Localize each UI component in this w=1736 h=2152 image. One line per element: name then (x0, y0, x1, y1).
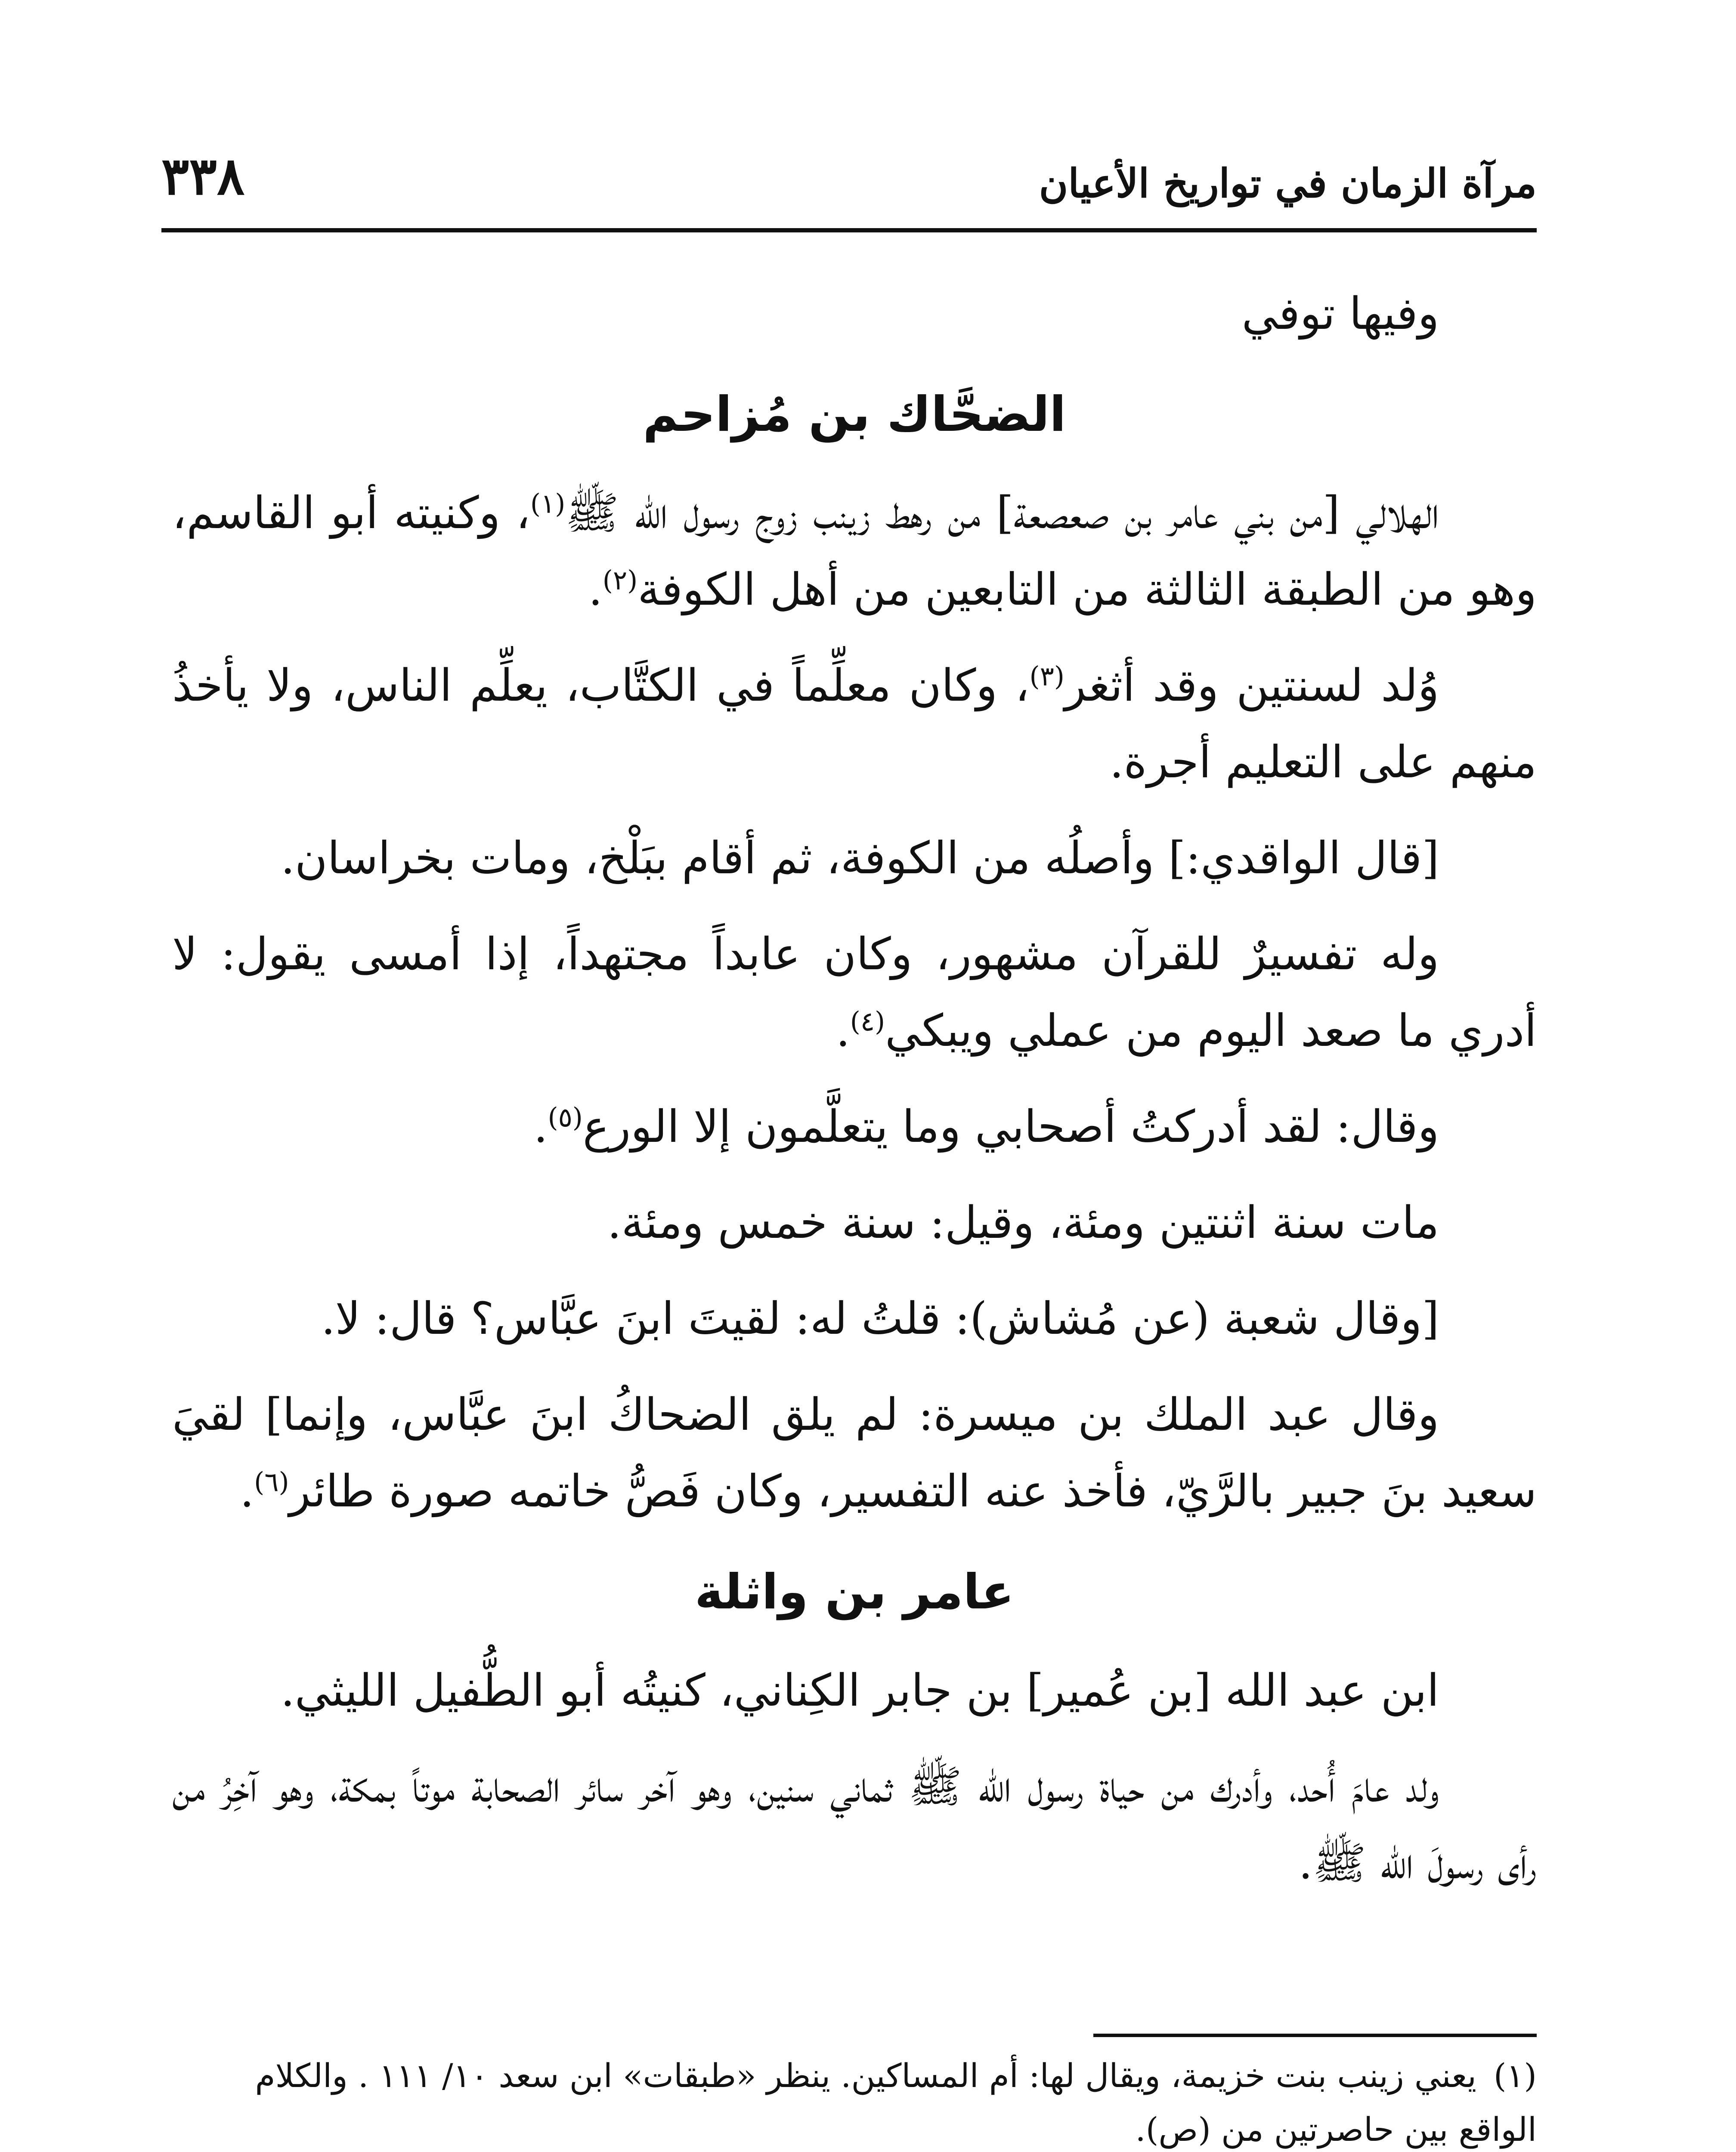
footnote-number: (١) (1493, 2056, 1537, 2095)
section-heading-amir: عامر بن واثلة (694, 1564, 1015, 1620)
paragraph (172, 916, 1537, 1069)
paragraph (172, 647, 1537, 801)
footnote-ref[interactable]: (١) (530, 488, 566, 519)
paragraph-text: . (533, 1101, 548, 1153)
main-text (172, 275, 1537, 1921)
footnote-ref[interactable]: (٢) (602, 565, 638, 596)
paragraph (172, 1088, 1537, 1165)
paragraph-text: . (836, 1005, 850, 1057)
paragraph (172, 475, 1537, 628)
running-header (161, 142, 1537, 232)
paragraph: ابن عبد الله [بن عُمير] بن جابر الكِناني، كنيتُه أبو الطُّفيل الليثي. (281, 1665, 1439, 1716)
paragraph: [قال الواقدي:] وأصلُه من الكوفة، ثم أقام ببَلْخ، ومات بخراسان. (281, 832, 1439, 884)
paragraph-text: وقال عبد الملك بن ميسرة: لم يلق الضحاكُ ابنَ عبَّاس، وإنما] لقيَ سعيد بنَ جبير بالرَّيّ، فأخذ عنه التفسير، وكان فَصُّ خاتمه صورة طائر (172, 1389, 1537, 1517)
page-number: ٣٣٨ (161, 146, 245, 207)
footnote-text: يعني زينب بنت خزيمة، ويقال لها: أم المساكين. ينظر «طبقات» ابن سعد ١٠/ ١١١ . والكلام الواقع بين حاصرتين من (ص). (255, 2056, 1537, 2149)
paragraph: مات سنة اثنتين ومئة، وقيل: سنة خمس ومئة. (607, 1197, 1439, 1249)
footnote-ref[interactable]: (٤) (850, 1006, 885, 1037)
paragraph-text: . (588, 564, 603, 615)
book-title: مرآة الزمان في تواريخ الأعيان (1039, 160, 1537, 207)
footnote-ref[interactable]: (٣) (1029, 661, 1064, 692)
paragraph-text: وُلد لسنتين وقد أثغر (1064, 660, 1439, 711)
paragraph: [وقال شعبة (عن مُشاش): قلتُ له: لقيتَ ابنَ عبَّاس؟ قال: لا. (321, 1293, 1439, 1345)
paragraph: ولد عامَ أُحد، وأدرك من حياة رسول الله ﷺ ثماني سنين، وهو آخر سائر الصحابة موتاً بمكة، وهو آخِرُ من رأى رسولَ الله ﷺ. (172, 1761, 1537, 1889)
paragraph-text: ، وكان معلِّماً في الكتَّاب، يعلِّم الناس، ولا يأخذُ منهم على التعليم أجرة. (172, 660, 1537, 788)
paragraph-text: وقال: لقد أدركتُ أصحابي وما يتعلَّمون إلا الورع (582, 1101, 1439, 1153)
paragraph (172, 1376, 1537, 1530)
footnote-rule (1093, 2034, 1537, 2037)
section-heading-dahhak: الضحَّاك بن مُزاحم (643, 386, 1066, 442)
footnote (172, 2049, 1537, 2152)
footnote-ref[interactable]: (٥) (548, 1102, 583, 1133)
paragraph-text: . (240, 1466, 254, 1517)
footnotes (172, 2049, 1537, 2152)
paragraph-text: الهلالي [من بني عامر بن صعصعة] من رهط زينب زوج رسول الله ﷺ (565, 487, 1439, 539)
paragraph-text: ، وكنيته أبو القاسم، وهو من الطبقة الثالثة من التابعين من أهل الكوفة (172, 487, 1537, 615)
footnote-ref[interactable]: (٦) (254, 1466, 289, 1498)
header-rule (161, 228, 1537, 232)
paragraph-text: وله تفسيرٌ للقرآن مشهور، وكان عابداً مجتهداً، إذا أمسى يقول: لا أدري ما صعد اليوم من عملي ويبكي (172, 928, 1537, 1057)
intro-line: وفيها توفي (1241, 288, 1439, 340)
